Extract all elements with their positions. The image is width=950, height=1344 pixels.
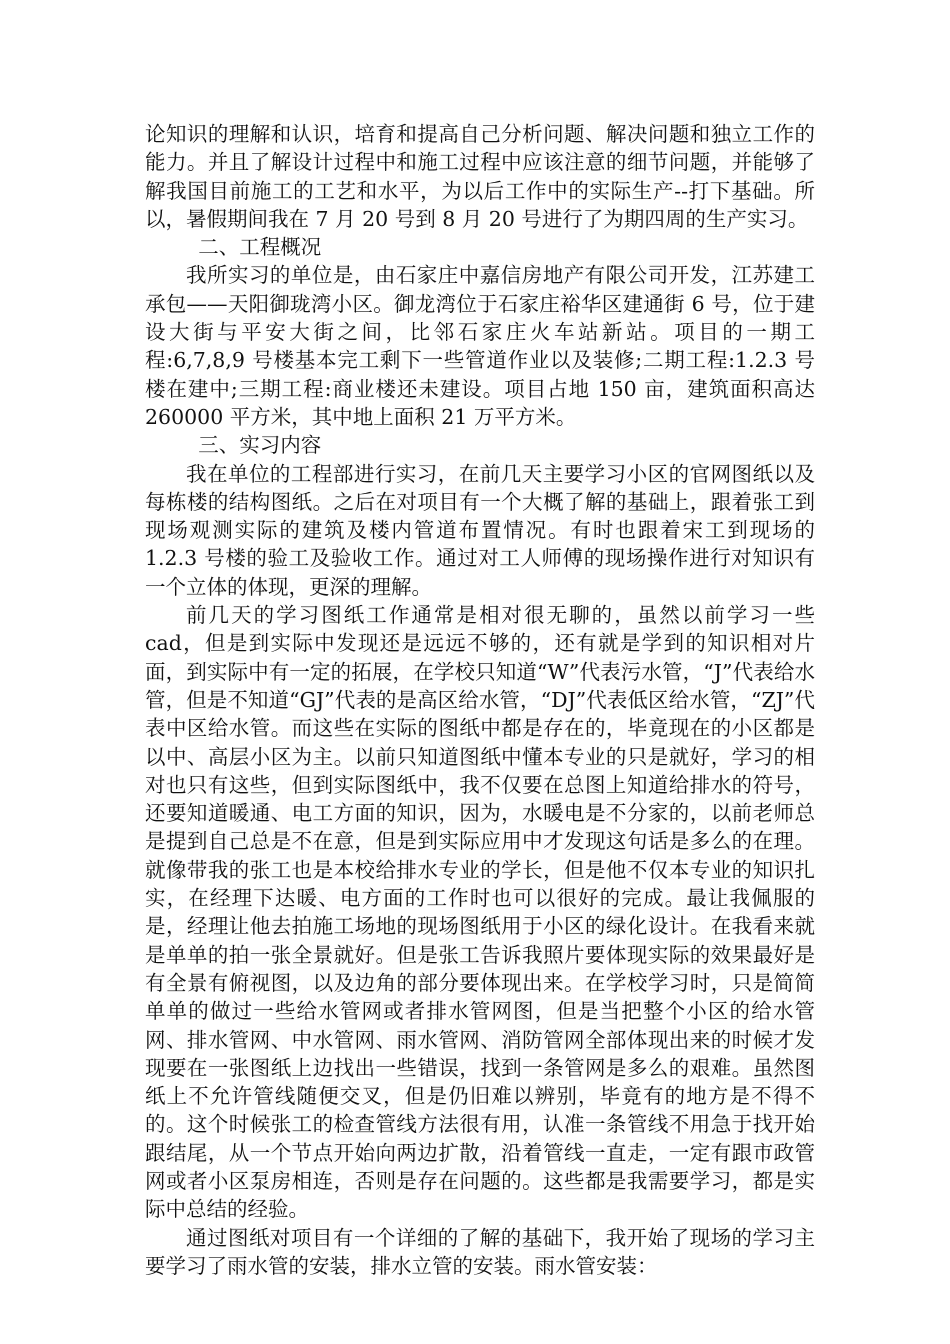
document-body — [145, 120, 815, 1280]
section-heading-project-overview: 二、工程概况 — [198, 235, 322, 260]
paragraph-project-overview: 我所实习的单位是，由石家庄中嘉信房地产有限公司开发，江苏建工承包——天阳御珑湾小区。御龙湾位于石家庄裕华区建通街 6 号，位于建设大街与平安大街之间，比邻石家庄火车站新站。项目的一期工程:6,7,8,9 号楼基本完工剩下一些管道作业以及装修;二期工程:1.2.3 号楼在建中;三期工程:商业楼还未建设。项目占地 150 亩，建筑面积高达 260000 平方米，其中地上面积 21 万平方米。 — [145, 263, 815, 429]
paragraph-internship-content: 我在单位的工程部进行实习，在前几天主要学习小区的官网图纸以及每栋楼的结构图纸。之后在对项目有一个大概了解的基础上，跟着张工到现场观测实际的建筑及楼内管道布置情况。有时也跟着宋工到现场的 1.2.3 号楼的验工及验收工作。通过对工人师傅的现场操作进行对知识有一个立体的体现，更深的理解。 — [145, 461, 815, 599]
section-heading-internship-content: 三、实习内容 — [198, 433, 322, 458]
paragraph-site-study: 通过图纸对项目有一个详细的了解的基础下，我开始了现场的学习主要学习了雨水管的安装，排水立管的安装。雨水管安装： — [145, 1225, 815, 1278]
paragraph-drawing-study: 前几天的学习图纸工作通常是相对很无聊的，虽然以前学习一些 cad，但是到实际中发现还是远远不够的，还有就是学到的知识相对片面，到实际中有一定的拓展，在学校只知道“W”代表污水管，“J”代表给水管，但是不知道“GJ”代表的是高区给水管，“DJ”代表低区给水管，“ZJ”代表中区给水管。而这些在实际的图纸中都是存在的，毕竟现在的小区都是以中、高层小区为主。以前只知道图纸中懂本专业的只是就好，学习的相对也只有这些，但到实际图纸中，我不仅要在总图上知道给排水的符号，还要知道暖通、电工方面的知识，因为，水暖电是不分家的，以前老师总是提到自己总是不在意，但是到实际应用中才发现这句话是多么的在理。就像带我的张工也是本校给排水专业的学长，但是他不仅本专业的知识扎实，在经理下达暖、电方面的工作时也可以很好的完成。最让我佩服的是，经理让他去拍施工场地的现场图纸用于小区的绿化设计。在我看来就是单单的拍一张全景就好。但是张工告诉我照片要体现实际的效果最好是有全景有俯视图，以及边角的部分要体现出来。在学校学习时，只是简简单单的做过一些给水管网或者排水管网图，但是当把整个小区的给水管网、排水管网、中水管网、雨水管网、消防管网全部体现出来的时候才发现要在一张图纸上边找出一些错误，找到一条管网是多么的艰难。虽然图纸上不允许管线随便交叉，但是仍旧难以辨别，毕竟有的地方是不得不的。这个时候张工的检查管线方法很有用，认准一条管线不用急于找开始跟结尾，从一个节点开始向两边扩散，沿着管线一直走，一定有跟市政管网或者小区泵房相连，否则是存在问题的。这些都是我需要学习，都是实际中总结的经验。 — [145, 603, 815, 1222]
paragraph-intro-continued: 论知识的理解和认识，培育和提高自己分析问题、解决问题和独立工作的能力。并且了解设计过程中和施工过程中应该注意的细节问题，并能够了解我国目前施工的工艺和水平，为以后工作中的实际生产--打下基础。所以，暑假期间我在 7 月 20 号到 8 月 20 号进行了为期四周的生产实习。 — [145, 122, 815, 231]
